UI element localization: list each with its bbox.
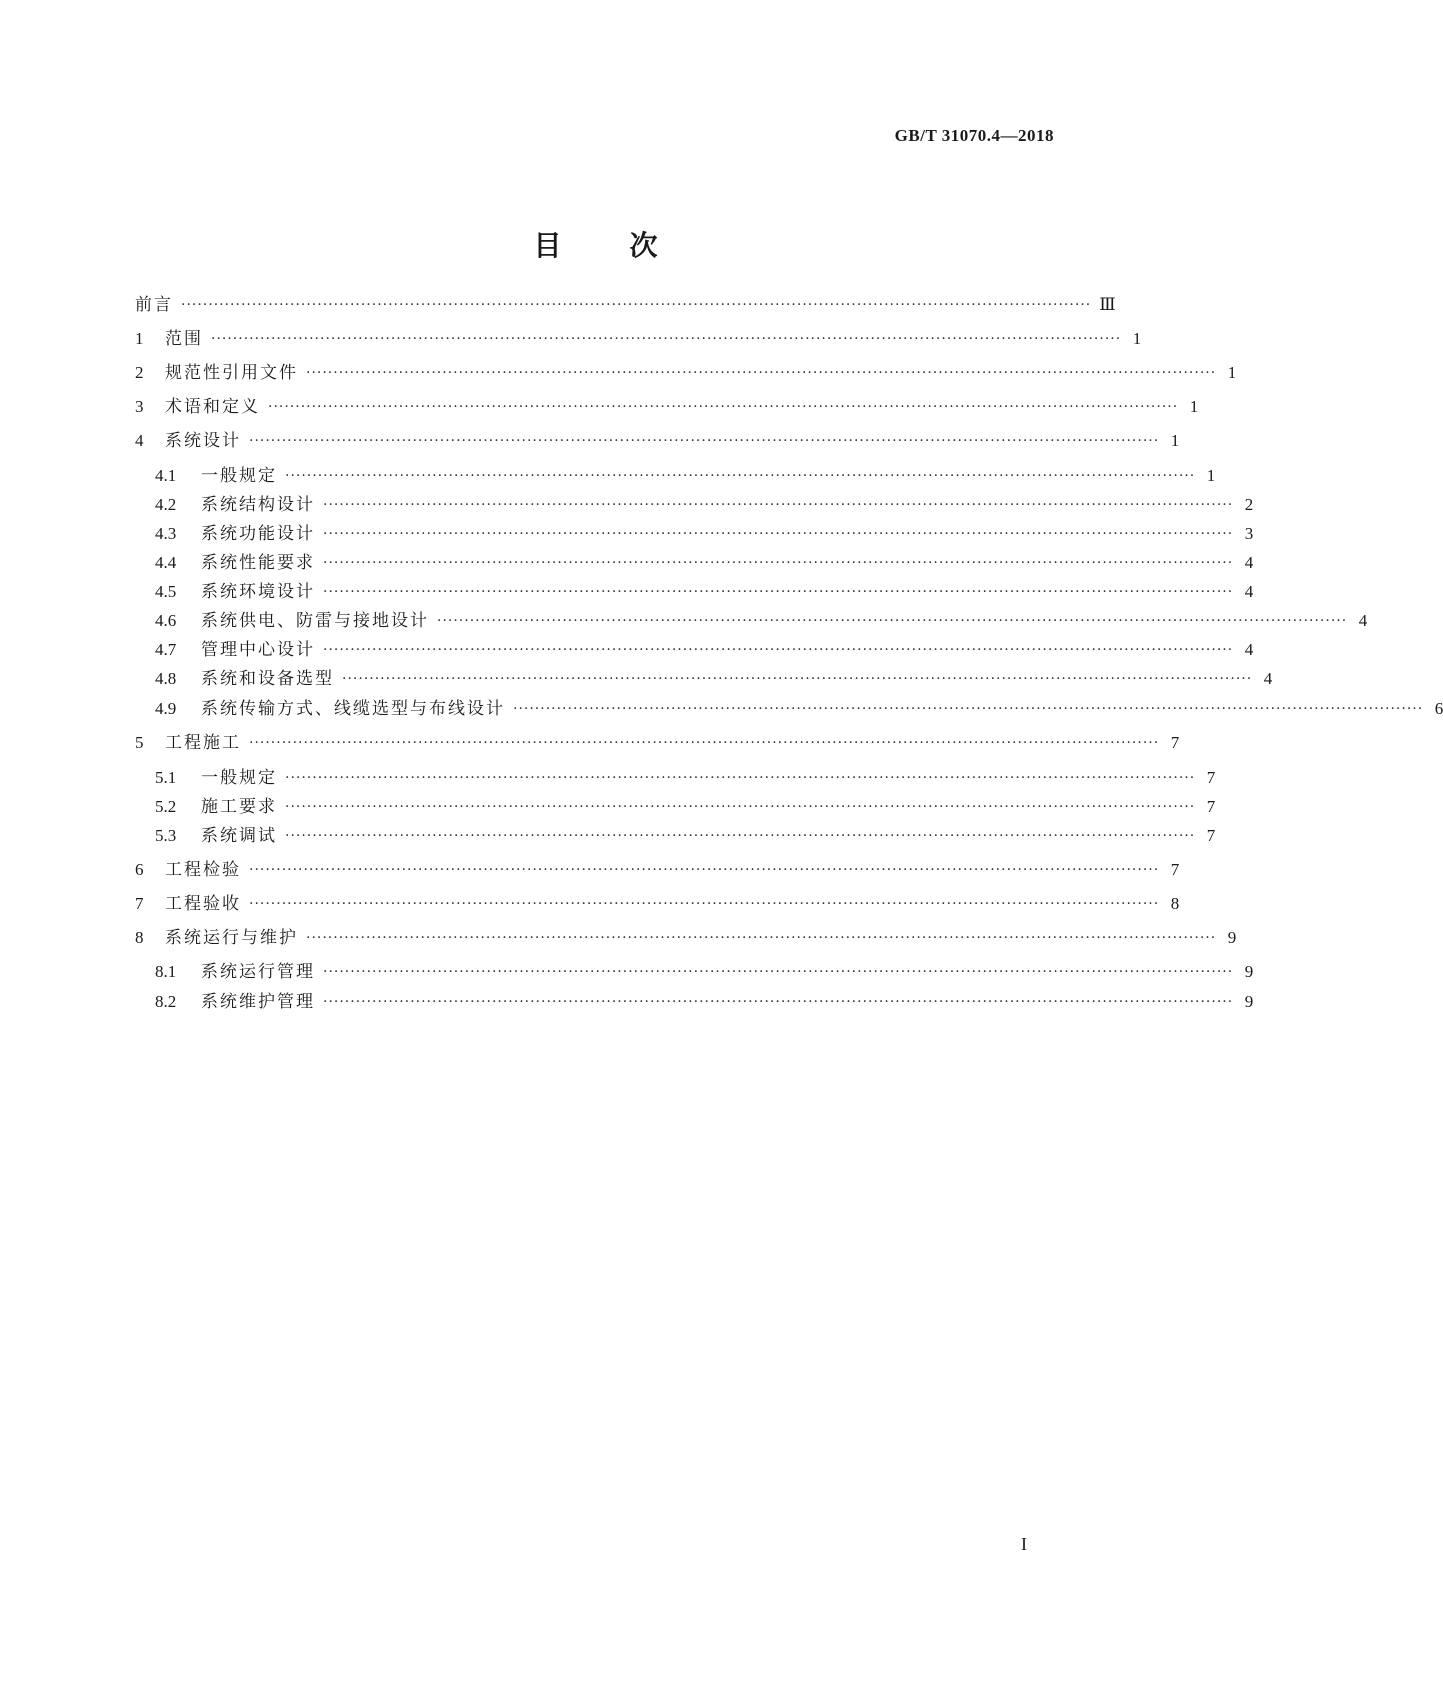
toc-entry-number: 3 xyxy=(135,397,144,416)
toc-dot-leader: ······································································································································································· xyxy=(323,584,1234,600)
toc-dot-leader: ······································································································································································· xyxy=(323,642,1234,658)
toc-entry-number: 4.1 xyxy=(155,466,177,485)
toc-entry-number: 1 xyxy=(135,329,144,348)
toc-entry-label: 范围 xyxy=(165,329,203,349)
toc-entry-page: 4 xyxy=(1244,582,1254,601)
toc-entry[interactable] xyxy=(135,429,1180,453)
toc-entry[interactable] xyxy=(135,327,1142,351)
toc-entry-page: 1 xyxy=(1189,397,1199,416)
toc-entry-page: Ⅲ xyxy=(1099,295,1116,314)
toc-dot-leader: ······································································································································································· xyxy=(249,862,1160,878)
standard-code: GB/T 31070.4—2018 xyxy=(894,126,1054,145)
toc-entry-label: 系统设计 xyxy=(165,431,241,451)
toc-entry-label: 一般规定 xyxy=(201,466,277,486)
toc-entry-number: 4.6 xyxy=(155,611,177,630)
toc-dot-leader: ······································································································································································· xyxy=(249,735,1160,751)
toc-entry-page: 7 xyxy=(1170,733,1180,752)
toc-entry[interactable] xyxy=(135,766,1216,790)
toc-dot-leader: ······································································································································································· xyxy=(306,365,1217,381)
toc-entry-label: 系统性能要求 xyxy=(201,553,315,573)
toc-entry-label: 术语和定义 xyxy=(165,397,260,417)
toc-dot-leader: ······································································································································································· xyxy=(342,671,1253,687)
toc-entry-label: 系统维护管理 xyxy=(201,992,315,1012)
toc-dot-leader: ······································································································································································· xyxy=(323,497,1234,513)
toc-dot-leader: ······································································································································································· xyxy=(268,399,1179,415)
toc-entry-number: 4.9 xyxy=(155,699,177,718)
toc-entry-label: 施工要求 xyxy=(201,797,277,817)
toc-entry-number: 6 xyxy=(135,860,144,879)
toc-entry-page: 1 xyxy=(1170,431,1180,450)
toc-entry-label: 系统和设备选型 xyxy=(201,669,334,689)
toc-entry[interactable] xyxy=(135,960,1254,984)
toc-entry-number: 4.7 xyxy=(155,640,177,659)
toc-entry[interactable] xyxy=(135,697,1443,721)
toc-entry[interactable] xyxy=(135,551,1254,575)
toc-dot-leader: ······································································································································································· xyxy=(306,930,1217,946)
toc-dot-leader: ······································································································································································· xyxy=(323,994,1234,1010)
toc-entry-number: 5.1 xyxy=(155,768,177,787)
toc-entry[interactable] xyxy=(135,293,1116,317)
toc-entry-page: 4 xyxy=(1244,553,1254,572)
toc-entry[interactable] xyxy=(135,795,1216,819)
toc-entry-label: 工程验收 xyxy=(165,894,241,914)
toc-entry-page: 7 xyxy=(1206,797,1216,816)
toc-entry-label: 系统结构设计 xyxy=(201,495,315,515)
toc-dot-leader: ······································································································································································· xyxy=(323,964,1234,980)
toc-entry-page: 1 xyxy=(1206,466,1216,485)
toc-entry-number: 4.3 xyxy=(155,524,177,543)
title-char-1: 目 xyxy=(533,229,562,262)
toc-entry[interactable] xyxy=(135,731,1180,755)
title-char-2: 次 xyxy=(629,229,658,262)
toc-entry-page: 7 xyxy=(1206,768,1216,787)
toc-entry[interactable] xyxy=(135,522,1254,546)
toc-entry-page: 9 xyxy=(1227,928,1237,947)
toc-entry-label: 系统运行管理 xyxy=(201,962,315,982)
toc-entry-page: 4 xyxy=(1244,640,1254,659)
toc-entry-label: 工程检验 xyxy=(165,860,241,880)
toc-entry-label: 系统环境设计 xyxy=(201,582,315,602)
toc-entry-number: 5.2 xyxy=(155,797,177,816)
toc-entry-number: 4.5 xyxy=(155,582,177,601)
toc-entry-number: 8.1 xyxy=(155,962,177,981)
toc-entry[interactable] xyxy=(135,464,1216,488)
toc-entry[interactable] xyxy=(135,667,1273,691)
toc-entry-label: 系统供电、防雷与接地设计 xyxy=(201,611,429,631)
toc-dot-leader: ······································································································································································· xyxy=(285,468,1196,484)
toc-entry-label: 一般规定 xyxy=(201,768,277,788)
toc-entry-number: 8 xyxy=(135,928,144,947)
toc-dot-leader: ······································································································································································· xyxy=(285,799,1196,815)
toc-entry-page: 9 xyxy=(1244,962,1254,981)
toc-entry-number: 4.2 xyxy=(155,495,177,514)
toc-entry[interactable] xyxy=(135,580,1254,604)
toc-entry-label: 前言 xyxy=(135,295,173,315)
toc-entry-number: 8.2 xyxy=(155,992,177,1011)
toc-dot-leader: ······································································································································································· xyxy=(249,433,1160,449)
toc-entry[interactable] xyxy=(135,858,1180,882)
toc-entry-page: 1 xyxy=(1132,329,1142,348)
toc-dot-leader: ······································································································································································· xyxy=(513,701,1424,717)
toc-entry[interactable] xyxy=(135,638,1254,662)
toc-entry[interactable] xyxy=(135,361,1237,385)
toc-entry-number: 4.8 xyxy=(155,669,177,688)
toc-entry-number: 7 xyxy=(135,894,144,913)
toc-entry-page: 2 xyxy=(1244,495,1254,514)
toc-entry-label: 系统调试 xyxy=(201,826,277,846)
toc-entry[interactable] xyxy=(135,395,1199,419)
page-number: I xyxy=(1021,1534,1027,1554)
toc-entry[interactable] xyxy=(135,609,1368,633)
toc-dot-leader: ······································································································································································· xyxy=(249,896,1160,912)
toc-entry[interactable] xyxy=(135,493,1254,517)
toc-entry-page: 3 xyxy=(1244,524,1254,543)
toc-entry[interactable] xyxy=(135,824,1216,848)
toc-entry-number: 5.3 xyxy=(155,826,177,845)
toc-entry-page: 6 xyxy=(1434,699,1443,718)
toc-dot-leader: ······································································································································································· xyxy=(285,828,1196,844)
toc-dot-leader: ······································································································································································· xyxy=(285,770,1196,786)
toc-entry-page: 8 xyxy=(1170,894,1180,913)
toc-entry-page: 4 xyxy=(1263,669,1273,688)
toc-entry[interactable] xyxy=(135,990,1254,1014)
toc-entry-label: 规范性引用文件 xyxy=(165,363,298,383)
toc-entry-page: 9 xyxy=(1244,992,1254,1011)
toc-entry-number: 4.4 xyxy=(155,553,177,572)
toc-entry-label: 系统传输方式、线缆选型与布线设计 xyxy=(201,699,505,719)
toc-entry-label: 系统运行与维护 xyxy=(165,928,298,948)
toc-entry-page: 1 xyxy=(1227,363,1237,382)
toc-entry[interactable] xyxy=(135,892,1180,916)
page-title xyxy=(0,224,1191,264)
toc-entry-number: 4 xyxy=(135,431,144,450)
toc-entry-label: 管理中心设计 xyxy=(201,640,315,660)
toc-entry-number: 5 xyxy=(135,733,144,752)
toc-dot-leader: ······································································································································································· xyxy=(437,613,1348,629)
toc-dot-leader: ······································································································································································· xyxy=(323,555,1234,571)
toc-entry-number: 2 xyxy=(135,363,144,382)
toc-entry-label: 系统功能设计 xyxy=(201,524,315,544)
toc-entry[interactable] xyxy=(135,926,1237,950)
toc-dot-leader: ······································································································································································· xyxy=(323,526,1234,542)
toc-dot-leader: ······································································································································································· xyxy=(211,331,1122,347)
toc-dot-leader: ······································································································································································· xyxy=(181,297,1092,313)
toc-entry-page: 7 xyxy=(1206,826,1216,845)
toc-entry-page: 4 xyxy=(1358,611,1368,630)
toc-entry-page: 7 xyxy=(1170,860,1180,879)
toc-entry-label: 工程施工 xyxy=(165,733,241,753)
